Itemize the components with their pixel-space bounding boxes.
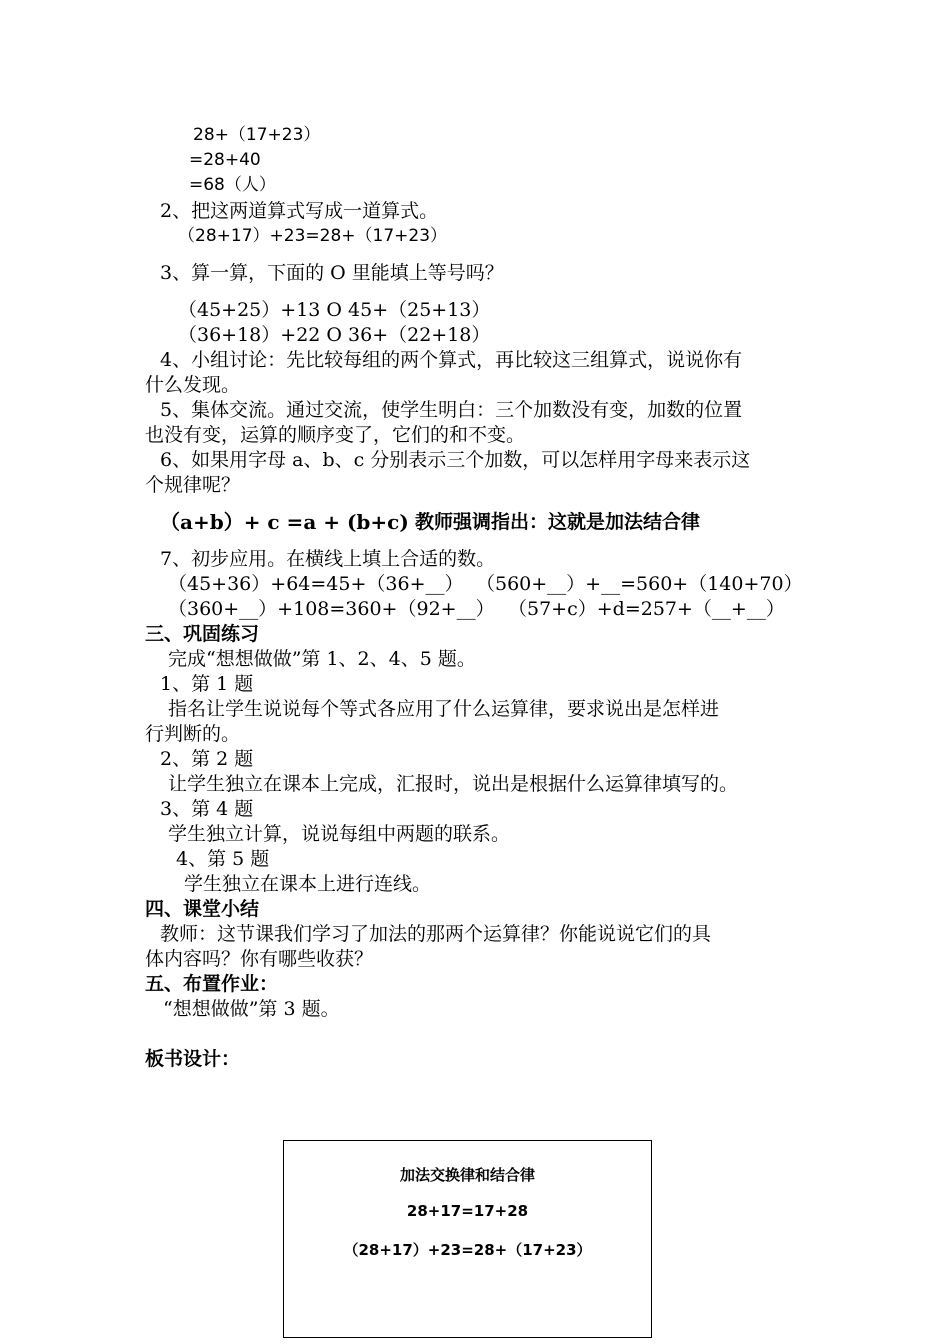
- calc-line-1: 28+（17+23）: [193, 125, 321, 145]
- step-4-cont: 什么发现。: [145, 374, 241, 396]
- section-4-heading: 四、课堂小结: [145, 898, 260, 920]
- teacher-emphasis: 教师强调指出：这就是加法结合律: [415, 511, 701, 533]
- item-2: 2、第 2 题: [160, 748, 254, 770]
- item-1-desc-cont: 行判断的。: [145, 723, 241, 745]
- board-associative-example: （28+17）+23=28+（17+23）: [343, 1241, 592, 1259]
- board-design-box: [283, 1140, 652, 1338]
- calc-line-3: =68（人）: [189, 175, 276, 195]
- item-3: 3、第 4 题: [160, 798, 254, 820]
- board-design-heading: 板书设计：: [145, 1048, 241, 1070]
- item-4-desc: 学生独立在课本上进行连线。: [184, 873, 432, 895]
- item-1-desc: 指名让学生说说每个等式各应用了什么运算律，要求说出是怎样进: [168, 698, 720, 720]
- exercise-c: （360+__）+108=360+（92+__）: [168, 598, 495, 620]
- step-6: 6、如果用字母 a、b、c 分别表示三个加数，可以怎样用字母来表示这: [160, 449, 751, 471]
- combined-equation: （28+17）+23=28+（17+23）: [178, 226, 448, 246]
- step-5: 5、集体交流。通过交流，使学生明白：三个加数没有变，加数的位置: [160, 399, 743, 421]
- associative-formula: （a+b）+ c =a + (b+c): [160, 510, 409, 534]
- step-6-cont: 个规律呢？: [145, 474, 241, 496]
- calc-line-2: =28+40: [189, 150, 261, 170]
- item-4: 4、第 5 题: [176, 848, 270, 870]
- item-1: 1、第 1 题: [160, 673, 254, 695]
- summary-text-cont: 体内容吗？你有哪些收获？: [145, 948, 374, 970]
- exercise-d: （57+c）+d=257+（__+__）: [508, 598, 785, 620]
- compare-line-1: （45+25）+13 O 45+（25+13）: [178, 299, 491, 321]
- section-3-heading: 三、巩固练习: [145, 623, 260, 645]
- exercise-b: （560+__）+__=560+（140+70）: [476, 573, 803, 595]
- homework-text: “想想做做”第 3 题。: [163, 998, 340, 1020]
- item-2-desc: 让学生独立在课本上完成，汇报时，说出是根据什么运算律填写的。: [168, 773, 739, 795]
- step-3: 3、算一算，下面的 O 里能填上等号吗？: [160, 262, 504, 284]
- step-7: 7、初步应用。在横线上填上合适的数。: [160, 548, 496, 570]
- board-title: 加法交换律和结合律: [399, 1166, 535, 1184]
- exercise-a: （45+36）+64=45+（36+__）: [168, 573, 464, 595]
- section-5-heading: 五、布置作业：: [145, 973, 279, 995]
- compare-line-2: （36+18）+22 O 36+（22+18）: [178, 324, 491, 346]
- item-3-desc: 学生独立计算，说说每组中两题的联系。: [168, 823, 511, 845]
- step-4: 4、小组讨论：先比较每组的两个算式，再比较这三组算式，说说你有: [160, 349, 743, 371]
- summary-text: 教师：这节课我们学习了加法的那两个运算律？你能说说它们的具: [160, 923, 712, 945]
- section-3-intro: 完成“想想做做”第 1、2、4、5 题。: [168, 648, 476, 670]
- board-commutative-example: 28+17=17+28: [406, 1202, 529, 1220]
- step-2: 2、把这两道算式写成一道算式。: [160, 200, 439, 222]
- step-5-cont: 也没有变，运算的顺序变了，它们的和不变。: [145, 424, 526, 446]
